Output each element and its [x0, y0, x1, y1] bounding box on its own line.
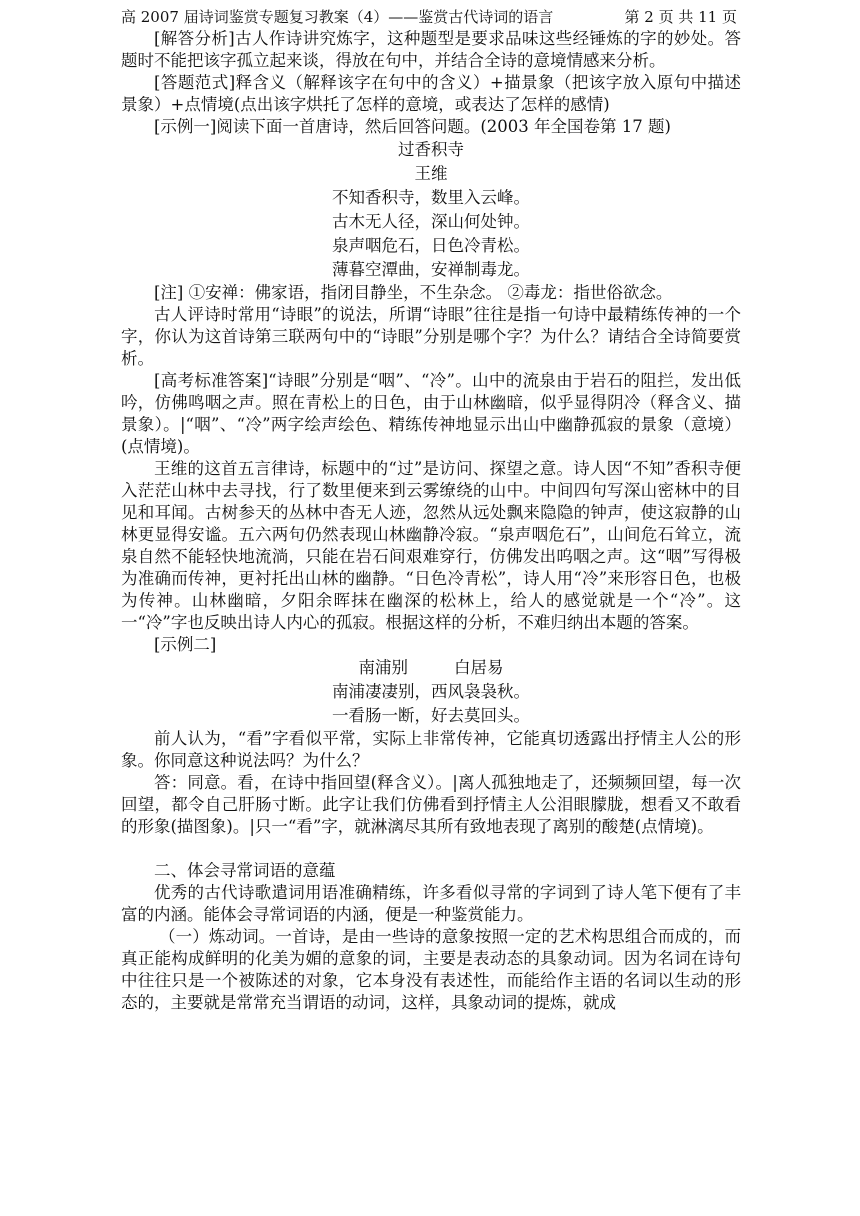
poem1-line: 不知香积寺，数里入云峰。	[332, 188, 530, 207]
poem2-heading	[121, 656, 741, 680]
section2-title: 二、体会寻常词语的意蕴	[154, 861, 336, 880]
poem1-title: 过香积寺	[398, 140, 464, 159]
poem1-line: 泉声咽危石，日色冷青松。	[332, 236, 530, 255]
document-page	[121, 6, 741, 1014]
example1-intro: [示例一]阅读下面一首唐诗，然后回答问题。(2003 年全国卷第 17 题)	[154, 117, 671, 136]
section2-subsection-verbs: （一）炼动词。一首诗，是由一些诗的意象按照一定的艺术构思组合而成的，而真正能构成鲜明的化美为媚的意象的词，主要是表动态的具象动词。因为名词在诗句中往往只是一个被陈述的对象，它本身没有表述性，而能给作主语的名词以生动的形态的，主要就是常常充当谓语的动词，这样，具象动词的提炼，就成	[121, 927, 741, 1012]
answer-analysis-paragraph: [解答分析]古人作诗讲究炼字，这种题型是要求品味这些经锤炼的字的妙处。答题时不能把该字孤立起来谈，得放在句中，并结合全诗的意境情感来分析。	[121, 29, 741, 70]
poem1-line: 薄暮空潭曲，安禅制毒龙。	[332, 260, 530, 279]
example2-label: [示例二]	[154, 635, 217, 654]
header-title: 高 2007 届诗词鉴赏专题复习教案（4）——鉴赏古代诗词的语言	[121, 8, 554, 26]
poem2-line: 一看肠一断，好去莫回头。	[332, 706, 530, 725]
poem2-author: 白居易	[454, 658, 504, 677]
header-page-number: 第 2 页 共 11 页	[624, 8, 737, 26]
example1-analysis: 王维的这首五言律诗，标题中的“过”是访问、探望之意。诗人因“不知”香积寺便入茫茫山林中去寻找，行了数里便来到云雾缭绕的山中。中间四句写深山密林中的目见和耳闻。古树参天的丛林中杳无人迹，忽然从远处飘来隐隐的钟声，使这寂静的山林更显得安谧。五六两句仍然表现山林幽静冷寂。“泉声咽危石”，山间危石耸立，流泉自然不能轻快地流淌，只能在岩石间艰难穿行，仿佛发出呜咽之声。这“咽”写得极为准确而传神，更衬托出山林的幽静。“日色冷青松”，诗人用“冷”来形容日色，也极为传神。山林幽暗，夕阳余晖抹在幽深的松林上，给人的感觉就是一个“冷”。这一“冷”字也反映出诗人内心的孤寂。根据这样的分析，不难归纳出本题的答案。	[121, 459, 741, 632]
poem2-title: 南浦别	[358, 658, 408, 677]
poem1-line: 古木无人径，深山何处钟。	[332, 212, 530, 231]
example1-question: 古人评诗时常用“诗眼”的说法，所谓“诗眼”往往是指一句诗中最精练传神的一个字，你认为这首诗第三联两句中的“诗眼”分别是哪个字？为什么？请结合全诗简要赏析。	[121, 305, 741, 368]
example1-answer: [高考标准答案]“诗眼”分别是“咽”、“冷”。山中的流泉由于岩石的阻拦，发出低吟，仿佛鸣咽之声。照在青松上的日色，由于山林幽暗，似乎显得阴冷（释含义、描景象）。|“咽”、“冷”两字绘声绘色、精练传神地显示出山中幽静孤寂的景象（意境）(点情境)。	[121, 371, 741, 456]
answer-model-paragraph: [答题范式]释含义（解释该字在句中的含义）+描景象（把该字放入原句中描述景象）+点情境(点出该字烘托了怎样的意境，或表达了怎样的感情)	[121, 73, 741, 114]
example2-question: 前人认为，“看”字看似平常，实际上非常传神，它能真切透露出抒情主人公的形象。你同意这种说法吗？为什么？	[121, 729, 741, 770]
page-header	[121, 6, 741, 28]
spacer	[121, 838, 741, 860]
example2-answer: 答：同意。看，在诗中指回望(释含义）。|离人孤独地走了，还频频回望，每一次回望，都令自己肝肠寸断。此字让我们仿佛看到抒情主人公泪眼朦胧，想看又不敢看的形象(描图象)。|只一“看”字，就淋漓尽其所有致地表现了离别的酸楚(点情境)。	[121, 773, 741, 836]
section2-paragraph: 优秀的古代诗歌遣词用语准确精练，许多看似寻常的字词到了诗人笔下便有了丰富的内涵。能体会寻常词语的内涵，便是一种鉴赏能力。	[121, 883, 741, 924]
poem2-line: 南浦凄凄别，西风袅袅秋。	[332, 682, 530, 701]
poem1-note: [注] ①安禅：佛家语，指闭目静坐，不生杂念。 ②毒龙：指世俗欲念。	[154, 283, 673, 302]
poem1-author: 王维	[414, 164, 448, 183]
